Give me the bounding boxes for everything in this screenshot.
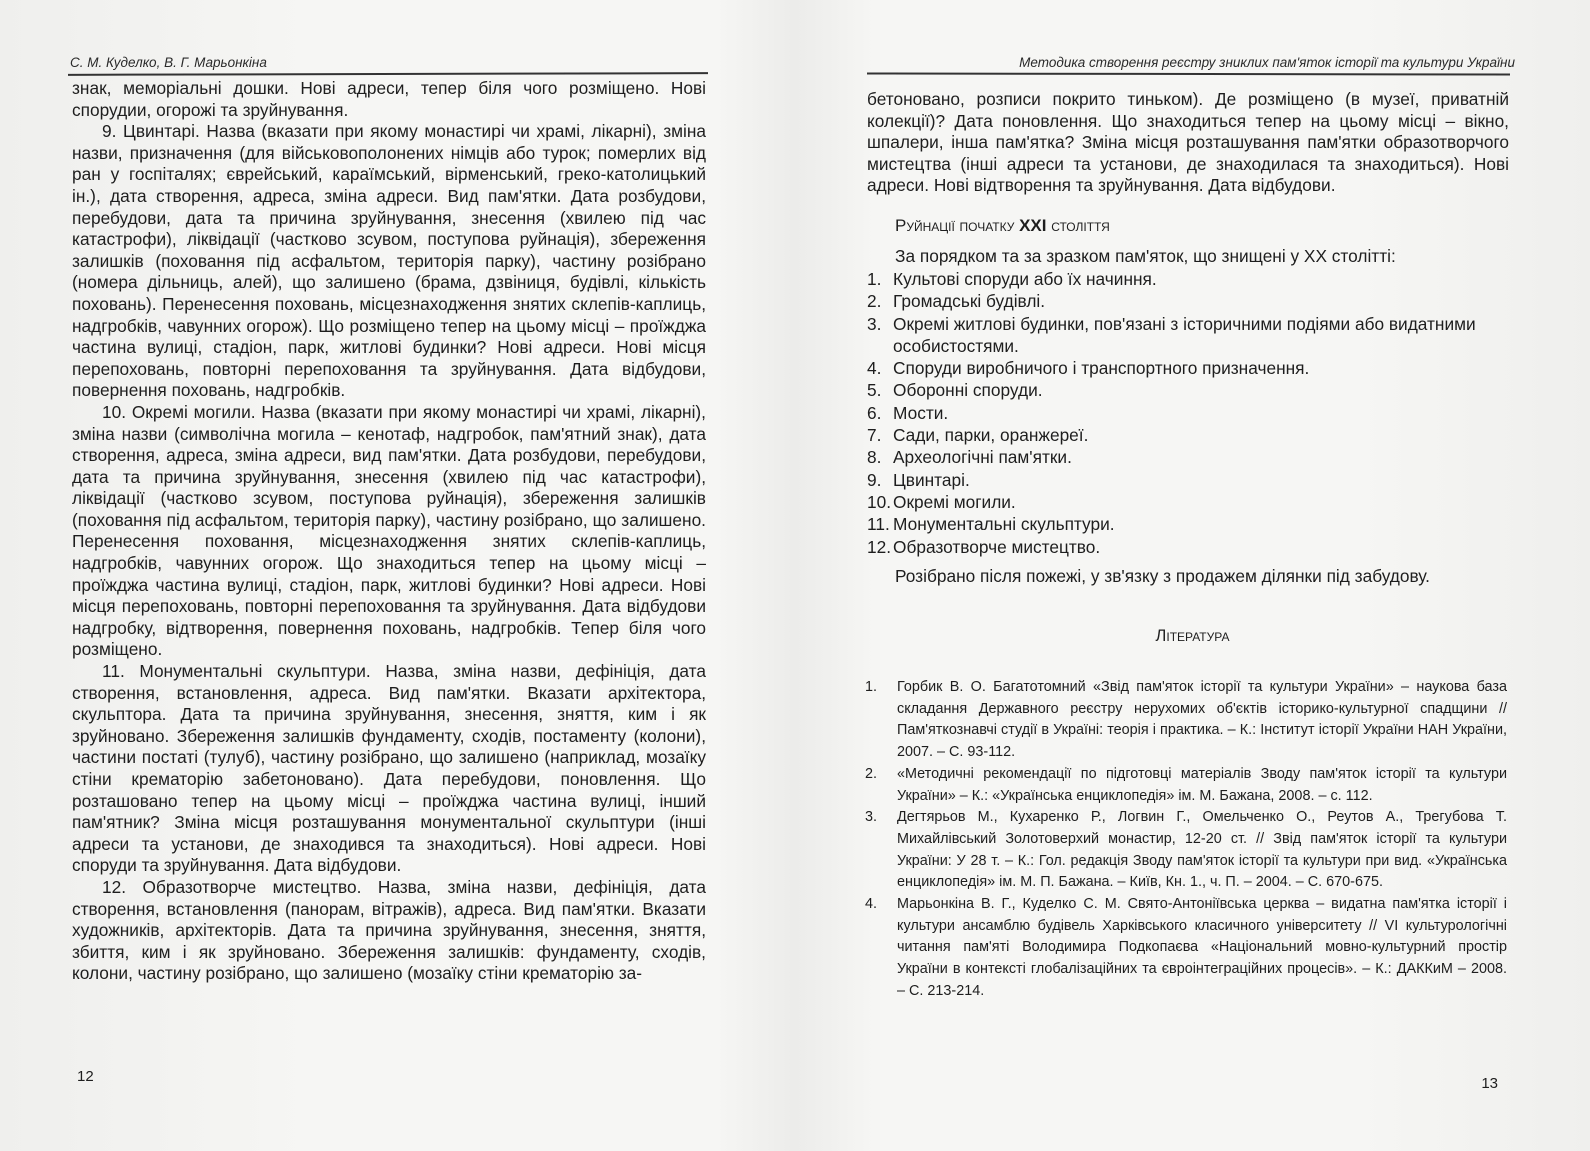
list-number: 2. [867,291,882,312]
list-number: 7. [867,425,882,446]
page-number: 13 [1481,1075,1498,1092]
page-number: 12 [77,1068,94,1085]
list-item [867,446,1507,468]
list-number: 3. [867,313,882,334]
list-number: 10. [867,491,892,512]
literature-title: Література [1155,627,1230,645]
list-item [867,357,1507,379]
list-text: Громадські будівлі. [893,291,1046,312]
closing-note: Розібрано після пожежі, у зв'язку з продажем ділянки під забудову. [895,566,1430,586]
list-text: Сади, парки, оранжереї. [893,425,1089,446]
list-text: Образотворче мистецтво. [893,536,1101,557]
bibliography-item [865,764,1507,807]
list-item [867,268,1507,290]
list-text: Окремі житлові будинки, пов'язані з історичними подіями або видатними особистостями. [893,313,1476,356]
bibliography-number: 4. [865,896,878,913]
list-item [867,491,1507,513]
right-body-text [867,89,1509,197]
list-item [867,290,1507,312]
bibliography-text: Дегтярьов М., Кухаренко Р., Логвин Г., Омельченко О., Реутов А., Трегубова Т. Михайлівський Золотоверхий монастир, 12-20 ст. // Звід пам'яток історії та культури України: У 28 т. – К.: Гол. редакція Зводу пам'яток історії та культури при вид. «Українська енциклопедія» ім. М. П. Бажана. – Київ, Кн. 1., ч. П. – 2004. – С. 670-675. [897,809,1507,891]
bibliography-item [865,894,1507,1003]
section-title [895,216,1110,236]
list-item [867,424,1507,446]
left-body-text [72,78,706,985]
list-number: 12. [867,536,892,557]
bibliography-text: Горбик В. О. Багатотомний «Звід пам'яток історії та культури України» – наукова база складання Державного реєстру нерухомих об'єктів історико-культурної спадщини // Пам'яткознавчі студії в Україні: теорія і практика. – К.: Інститут історії України НАН України, 2007. – С. 93-112. [897,679,1507,761]
paragraph-cemeteries: 9. Цвинтарі. Назва (вказати при якому монастирі чи храмі, лікарні), зміна назви, призначення (для військовополонених німців або турок; померлих від ран у госпіталях; єврейський, караїмський, вірменський, греко-католицький ін.), дата створення, адреса, зміна адреси. Вид пам'ятки. Дата розбудови, перебудови, дата та причина зруйнування, знесення (хвилею під час катастрофи), ліквідації (частково зсувом, поступова руйнація), збереження залишків (поховання під асфальтом, територія парку), частину розібрано (номера дільниць, алей), що залишено (брама, дзвіниця, будівлі, кількість поховань). Перенесення поховань, місцезнаходження знятих склепів-каплиць, надгробків, чавунних огорож). Що розміщено тепер на цьому місці – проїжджа частина вулиці, стадіон, парк, житлові будинки? Нові адреси. Нові місця перепоховань, повторні перепоховання та зруйнування. Дата відбудови, повернення поховань, надгробків. [72,121,706,401]
list-number: 8. [867,447,882,468]
category-list [867,268,1507,558]
list-number: 1. [867,269,882,289]
bibliography-item [865,807,1507,894]
list-item [867,513,1507,535]
list-text: Археологічні пам'ятки. [893,447,1072,468]
list-item [867,469,1507,491]
list-text: Окремі могили. [893,491,1016,512]
list-item [867,379,1507,401]
bibliography-item [865,677,1507,764]
list-text: Монументальні скульптури. [893,514,1115,535]
list-text: Оборонні споруди. [893,380,1043,401]
bibliography-text: Марьонкіна В. Г., Куделко С. М. Свято-Антоніївська церква – видатна пам'ятка історії і культури ансамблю будівель Харківського класичного університету // VI культурологічні читання пам'яті Володимира Подкопаєва «Національний мовно-культурний простір України в контексті глобалізаційних та євроінтеграційних процесів». – К.: ДАККиМ – 2008. – С. 213-214. [897,896,1507,999]
section-title-part: Руйнації початку [895,216,1020,235]
bibliography-text: «Методичні рекомендації по підготовці матеріалів Зводу пам'яток історії та культури України» – К.: «Українська енциклопедія» ім. М. Бажана, 2008. – с. 112. [897,765,1507,804]
list-item [867,402,1507,424]
list-item [867,536,1507,558]
list-text: Мости. [893,402,949,423]
bibliography-number: 2. [865,765,878,782]
list-text: Цвинтарі. [893,469,970,490]
bibliography-number: 1. [865,679,878,695]
list-number: 9. [867,469,882,490]
list-number: 5. [867,380,882,401]
header-rule [68,72,708,75]
paragraph-graves: 10. Окремі могили. Назва (вказати при якому монастирі чи храмі, лікарні), зміна назви (символічна могила – кенотаф, надгробок, пам'ятний знак), дата створення, адреса, зміна адреси, вид пам'ятки. Дата розбудови, перебудови, дата та причина зруйнування, знесення (хвилею під час катастрофи), ліквідації (частково зсувом, поступова руйнація), збереження залишків (поховання під асфальтом, територія парку), частину розібрано, що залишено. Перенесення поховання, місцезнаходження знятих склепів-каплиць, надгробків, чавунних огорож. Що знаходиться тепер на цьому місці – проїжджа частина вулиці, стадіон, парк, житлові будинки? Нові адреси. Нові місця перепоховань, повторні перепоховання та зруйнування. Дата відбудови надгробку, відтворення, повернення поховань, надгробків. Тепер біля чого розміщено. [72,401,706,660]
list-item [867,313,1507,358]
paragraph-continuation: знак, меморіальні дошки. Нові адреси, тепер біля чого розміщено. Нові спорудии, огорожі та зруйнування. [72,78,706,120]
paragraph-fine-art: 12. Образотворче мистецтво. Назва, зміна назви, дефініція, дата створення, встановлення (панорам, вітражів), адреса. Вид пам'ятки. Вказати художників, архітекторів. Дата та причина зруйнування, знесення, зняття, збиття, ким і як зруйновано. Збереження залишків: фундаменту, сходів, колони, частину розібрано, що залишено (мозаїку стіни крематорію за- [72,876,706,984]
section-intro: За порядком та за зразком пам'яток, що знищені у ХХ столітті: [895,246,1396,266]
bibliography-number: 3. [865,809,878,826]
paragraph-sculptures: 11. Монументальні скульптури. Назва, зміна назви, дефініція, дата створення, встановлення, адреса. Вид пам'ятки. Вказати архітектора, скульптора. Дата та причина зруйнування, знесення, зняття, ким і як зруйновано. Збереження залишків фундаменту, сходів, постаменту (колони), частини постаті (тулуб), частину розібрано, що залишено (наприклад, мозаїку стіни крематорію забетоновано). Дата перебудови, поновлення. Що розташовано тепер на цьому місці – проїжджа частина вулиці, інший пам'ятник? Зміна місця розташування монументальної скульптури (інші адреси та установи, де знаходився та знаходиться). Нові адреси. Нові споруди та зруйнування. Дата відбудови. [72,661,706,876]
list-number: 6. [867,402,882,423]
right-page [795,0,1590,1151]
paragraph-continuation: бетоновано, розписи покрито тиньком). Де розміщено (в музеї, приватній колекції)? Дата поновлення. Що знаходиться тепер на цьому місці – вікно, шпалери, інша пам'ятка? Зміна місця розташування пам'ятки образотворчого мистецтва (інші адреси та установи, де знаходилася та знаходиться). Нові адреси. Нові відтворення та зруйнування. Дата відбудови. [867,89,1509,196]
section-title-part: століття [1046,216,1110,235]
section-title-century: XXI [1019,216,1047,235]
running-head-title: Методика створення реєстру зниклих пам'яток історії та культури України [1019,55,1515,70]
running-head-authors: С. М. Куделко, В. Г. Марьонкіна [70,55,267,70]
list-number: 11. [867,514,890,535]
bibliography-list [865,677,1507,1003]
header-rule [867,72,1510,75]
list-number: 4. [867,358,882,379]
list-text: Споруди виробничого і транспортного призначення. [893,358,1310,379]
list-text: Культові споруди або їх начиння. [893,269,1157,289]
